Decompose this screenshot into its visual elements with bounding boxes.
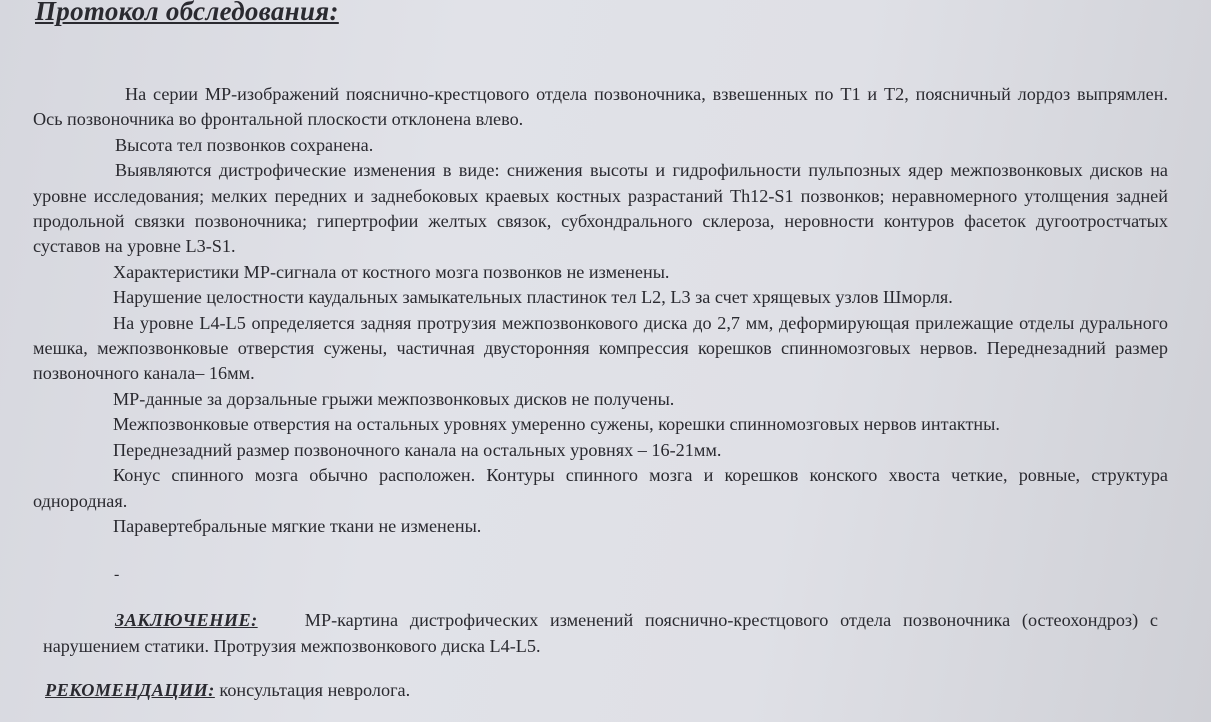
paragraph-spinal-cord: Конус спинного мозга обычно расположен. Контуры спинного мозга и корешков конского хвоста четкие, ровные, структура однородная.: [33, 465, 1168, 511]
paragraph-foramina: Межпозвонковые отверстия на остальных уровнях умеренно сужены, корешки спинномозговых нервов интактны.: [113, 414, 1000, 435]
conclusion-section: [43, 607, 1158, 659]
paragraph-bone-marrow: Характеристики МР-сигнала от костного мозга позвонков не изменены.: [113, 261, 670, 282]
paragraph-schmorl-nodes: Нарушение целостности каудальных замыкательных пластинок тел L2, L3 за счет хрящевых узлов Шморля.: [113, 287, 953, 308]
conclusion-label: ЗАКЛЮЧЕНИЕ:: [115, 610, 258, 630]
separator-mark: -: [114, 566, 120, 583]
paragraph-l4-l5-protrusion: На уровне L4-L5 определяется задняя протрузия межпозвонкового диска до 2,7 мм, деформирующая прилежащие отделы дурального мешка, межпозвонковые отверстия сужены, частичная двусторонняя компрессия корешков спинномозговых нервов. Переднезадний размер позвоночного канала– 16мм.: [33, 312, 1168, 384]
paragraph-degenerative-changes: Выявляются дистрофические изменения в виде: снижения высоты и гидрофильности пульпозных ядер межпозвонковых дисков на уровне исследования; мелких передних и заднебоковых краевых костных разрастаний Th12-S1 позвонков; неравномерного утолщения задней продольной связки позвоночника; гипертрофии желтых связок, субхондрального склероза, неровности контуров фасеток дугоотростчатых суставов на уровне L3-S1.: [33, 160, 1168, 257]
paragraph-no-hernia: МР-данные за дорзальные грыжи межпозвонковых дисков не получены.: [113, 388, 675, 409]
recommendations-section: [45, 677, 410, 703]
paragraph-vertebral-height: Высота тел позвонков сохранена.: [115, 134, 374, 155]
recommendations-label: РЕКОМЕНДАЦИИ:: [45, 680, 215, 700]
conclusion-text: МР-картина дистрофических изменений пояснично-крестцового отдела позвоночника (остеохондроз) с нарушением статики. Протрузия межпозвонкового диска L4-L5.: [43, 610, 1159, 656]
paragraph-canal-size: Переднезадний размер позвоночного канала на остальных уровнях – 16-21мм.: [113, 439, 722, 460]
recommendations-text: консультация невролога.: [219, 680, 411, 700]
paragraph-paravertebral: Паравертебральные мягкие ткани не изменены.: [113, 515, 482, 536]
document-title: Протокол обследования:: [35, 0, 339, 26]
paragraph-technique: На серии МР-изображений пояснично-крестцового отдела позвоночника, взвешенных по Т1 и Т2, поясничный лордоз выпрямлен. Ось позвоночника во фронтальной плоскости отклонена влево.: [33, 84, 1168, 130]
protocol-body: [33, 82, 1168, 539]
